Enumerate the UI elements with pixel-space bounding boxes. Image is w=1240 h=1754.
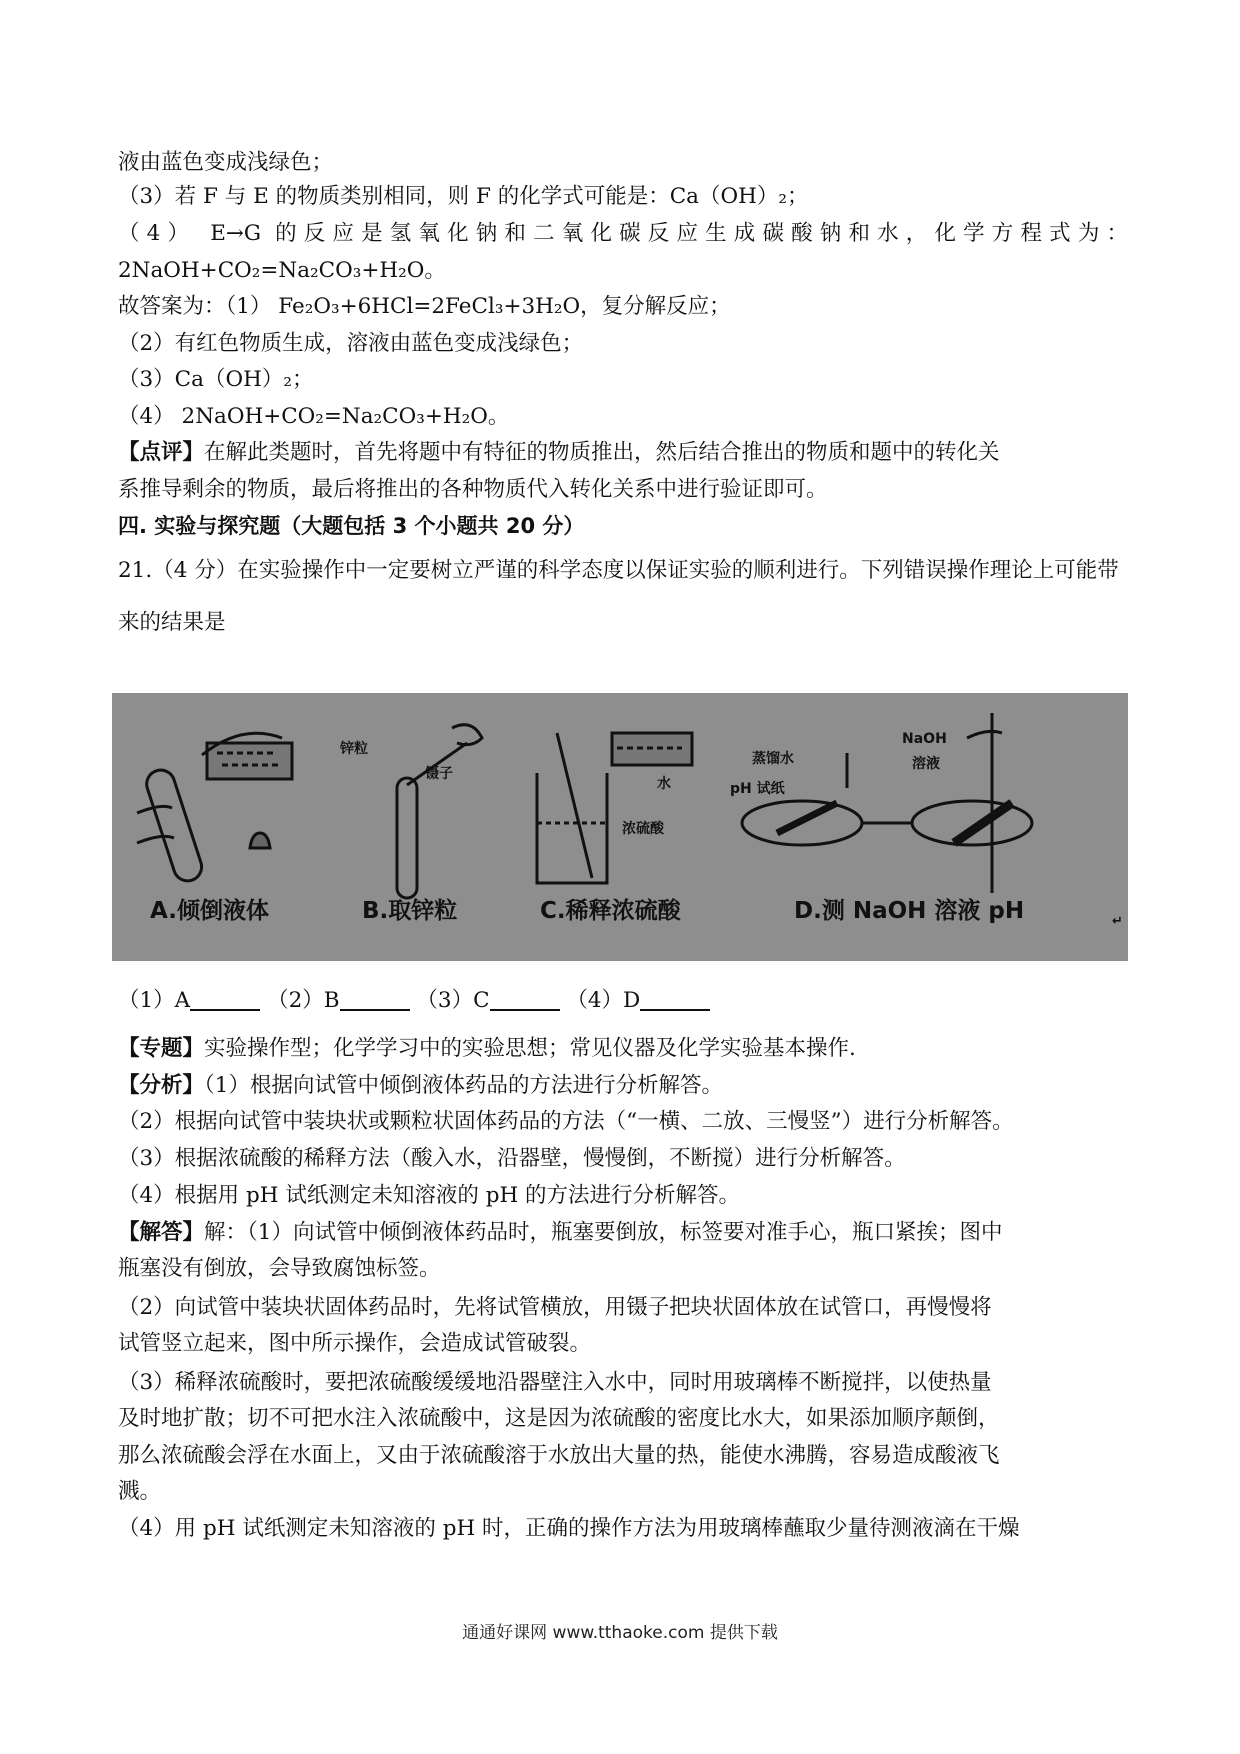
page-footer: 通通好课网 www.tthaoke.com 提供下载: [462, 1623, 778, 1643]
text-line: 系推导剩余的物质，最后将推出的各种物质代入转化关系中进行验证即可。: [118, 477, 828, 502]
text-line: （4） 2NaOH+CO₂=Na₂CO₃+H₂O。: [118, 404, 510, 429]
blank-label-1: （1）A: [118, 988, 191, 1013]
text-line: （2）向试管中装块状固体药品时，先将试管横放，用镊子把块状固体放在试管口，再慢慢将: [118, 1295, 992, 1320]
blank-3[interactable]: [490, 987, 560, 1011]
label-tweezers: 镊子: [425, 766, 453, 782]
return-mark: ↵: [1112, 914, 1123, 929]
text-line: （3）若 F 与 E 的物质类别相同，则 F 的化学式可能是：Ca（OH）₂；: [118, 184, 809, 209]
topic-text: 实验操作型；化学学习中的实验思想；常见仪器及化学实验基本操作.: [204, 1036, 856, 1061]
text-line: （4） E→G 的反应是氢氧化钠和二氧化碳反应生成碳酸钠和水，化学方程式为：: [118, 221, 1128, 246]
blank-2[interactable]: [340, 987, 410, 1011]
section-heading: 四. 实验与探究题（大题包括 3 个小题共 20 分）: [118, 514, 585, 538]
comment-paragraph: [118, 438, 1128, 468]
answer-blanks: [118, 986, 1128, 1016]
text-line: 溅。: [118, 1479, 162, 1504]
pour-liquid-icon: [137, 733, 292, 884]
label-water: 水: [657, 776, 671, 792]
text-line: （4）根据用 pH 试纸测定未知溶液的 pH 的方法进行分析解答。: [118, 1183, 741, 1208]
question-text: 来的结果是: [118, 610, 226, 635]
text-line: （2）有红色物质生成，溶液由蓝色变成浅绿色；: [118, 331, 584, 356]
comment-tag: 【点评】: [118, 440, 205, 465]
text-line: 试管竖立起来，图中所示操作，会造成试管破裂。: [118, 1331, 592, 1356]
analysis-text: （1）根据向试管中倾倒液体药品的方法进行分析解答。: [204, 1073, 723, 1098]
question-text: 21.（4 分）在实验操作中一定要树立严谨的科学态度以保证实验的顺利进行。下列错误操作理论上可能带: [118, 558, 1119, 583]
label-solution: 溶液: [912, 756, 940, 772]
caption-b: B.取锌粒: [362, 898, 458, 924]
text-line: 瓶塞没有倒放，会导致腐蚀标签。: [118, 1256, 441, 1281]
text-line: （3）Ca（OH）₂；: [118, 367, 314, 392]
blank-1[interactable]: [190, 987, 260, 1011]
text-line: 及时地扩散；切不可把水注入浓硫酸中，这是因为浓硫酸的密度比水大，如果添加顺序颠倒，: [118, 1406, 1000, 1431]
blank-label-4: （4）D: [566, 988, 641, 1013]
solution-tag: 【解答】: [118, 1220, 205, 1245]
label-ph-paper: pH 试纸: [730, 781, 785, 797]
text-line: 那么浓硫酸会浮在水面上，又由于浓硫酸溶于水放出大量的热，能使水沸腾，容易造成酸液飞: [118, 1443, 1000, 1468]
text-line: （3）稀释浓硫酸时，要把浓硫酸缓缓地沿器壁注入水中，同时用玻璃棒不断搅拌，以使热量: [118, 1370, 992, 1395]
comment-text: 在解此类题时，首先将题中有特征的物质推出，然后结合推出的物质和题中的转化关: [204, 440, 1000, 465]
solution-paragraph: [118, 1218, 1128, 1248]
text-line: （4）用 pH 试纸测定未知溶液的 pH 时，正确的操作方法为用玻璃棒蘸取少量待测液滴在干燥: [118, 1516, 1020, 1541]
blank-4[interactable]: [640, 987, 710, 1011]
text-line: 液由蓝色变成浅绿色；: [118, 150, 334, 175]
ph-test-icon: [742, 713, 1032, 893]
label-acid: 浓硫酸: [622, 821, 664, 837]
label-zinc: 锌粒: [340, 741, 368, 757]
analysis-tag: 【分析】: [118, 1073, 205, 1098]
beaker-icon: [537, 733, 692, 883]
text-line: （3）根据浓硫酸的稀释方法（酸入水，沿器壁，慢慢倒，不断搅）进行分析解答。: [118, 1146, 906, 1171]
caption-a: A.倾倒液体: [150, 898, 269, 924]
blank-label-2: （2）B: [267, 988, 340, 1013]
text-line: （2）根据向试管中装块状或颗粒状固体药品的方法（“一横、二放、三慢竖”）进行分析解答。: [118, 1109, 1014, 1134]
solution-text: 解：（1）向试管中倾倒液体药品时，瓶塞要倒放，标签要对准手心，瓶口紧挨；图中: [204, 1220, 1003, 1245]
caption-c: C.稀释浓硫酸: [540, 898, 681, 924]
analysis-paragraph: [118, 1071, 1128, 1101]
caption-d: D.测 NaOH 溶液 pH: [794, 898, 1025, 924]
blank-label-3: （3）C: [416, 988, 490, 1013]
lab-illustrations: [112, 693, 1128, 961]
text-line: 故答案为：（1） Fe₂O₃+6HCl=2FeCl₃+3H₂O，复分解反应；: [118, 294, 731, 319]
zinc-granule-icon: [397, 725, 482, 898]
label-distilled: 蒸馏水: [752, 751, 794, 767]
label-naoh: NaOH: [902, 731, 947, 747]
topic-paragraph: [118, 1034, 1128, 1064]
topic-tag: 【专题】: [118, 1036, 205, 1061]
experiment-figure: [112, 693, 1128, 961]
text-line: 2NaOH+CO₂=Na₂CO₃+H₂O。: [118, 258, 446, 283]
